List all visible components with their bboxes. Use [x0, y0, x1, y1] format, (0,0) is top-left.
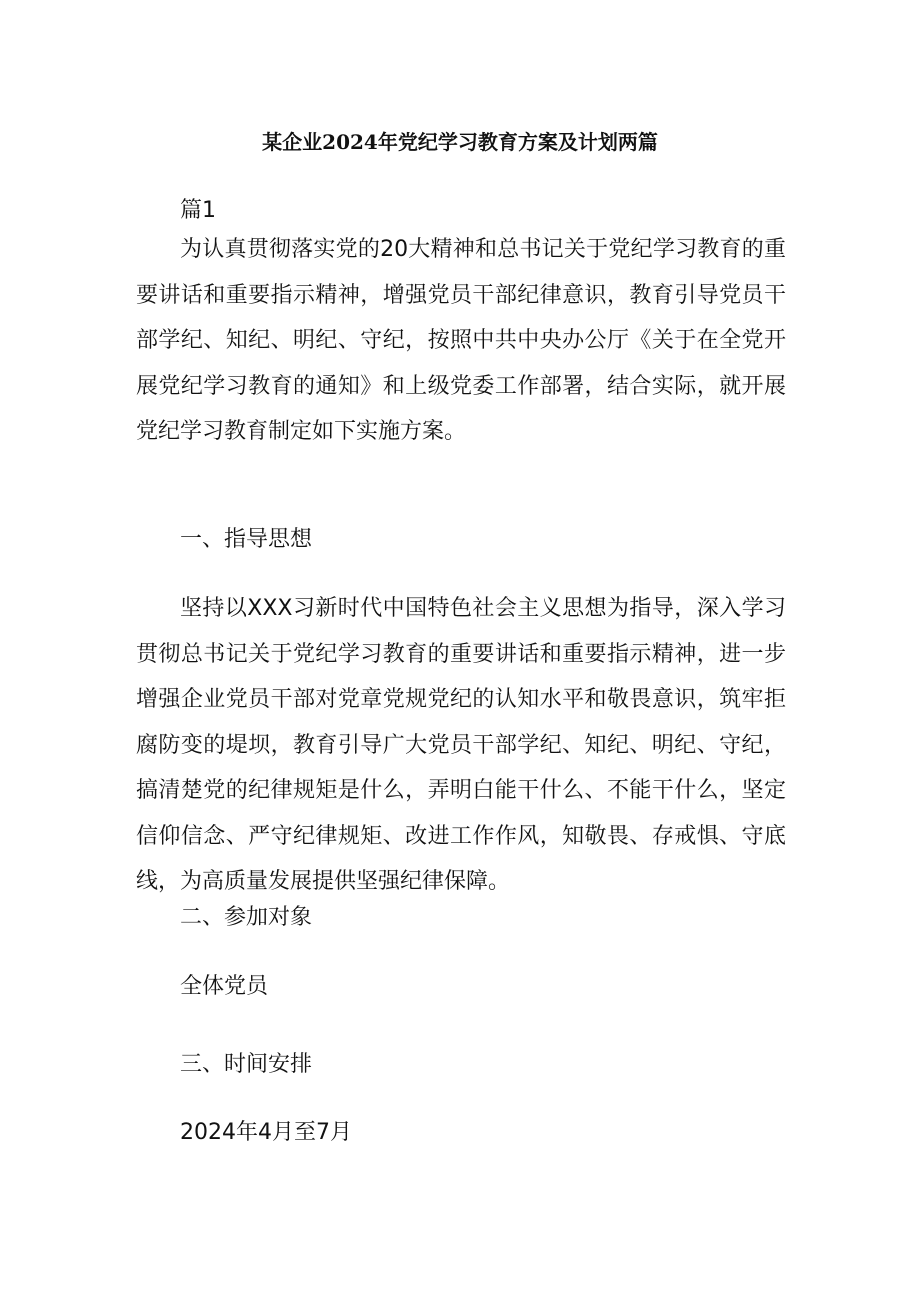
section-heading-schedule: 三、时间安排 — [180, 1052, 313, 1077]
intro-paragraph: 为认真贯彻落实党的20大精神和总书记关于党纪学习教育的重要讲话和重要指示精神，增强党员干部纪律意识，教育引导党员干部学纪、知纪、明纪、守纪，按照中共中央办公厅《关于在全党开展党纪学习教育的通知》和上级党委工作部署，结合实际，就开展党纪学习教育制定如下实施方案。 — [136, 237, 786, 444]
section-body-guiding-ideology: 坚持以XXX习新时代中国特色社会主义思想为指导，深入学习贯彻总书记关于党纪学习教育的重要讲话和重要指示精神，进一步增强企业党员干部对党章党规党纪的认知水平和敬畏意识，筑牢拒腐防变的堤坝，教育引导广大党员干部学纪、知纪、明纪、守纪，搞清楚党的纪律规矩是什么，弄明白能干什么、不能干什么，坚定信仰信念、严守纪律规矩、改进工作作风，知敬畏、存戒惧、守底线，为高质量发展提供坚强纪律保障。 — [136, 596, 786, 894]
section-heading-guiding-ideology: 一、指导思想 — [180, 527, 313, 552]
section-body-participants: 全体党员 — [180, 974, 269, 999]
document-title: 某企业2024年党纪学习教育方案及计划两篇 — [262, 130, 658, 154]
section-heading-participants: 二、参加对象 — [180, 905, 313, 930]
section-body-schedule: 2024年4月至7月 — [180, 1120, 352, 1145]
part-label: 篇1 — [180, 198, 216, 223]
